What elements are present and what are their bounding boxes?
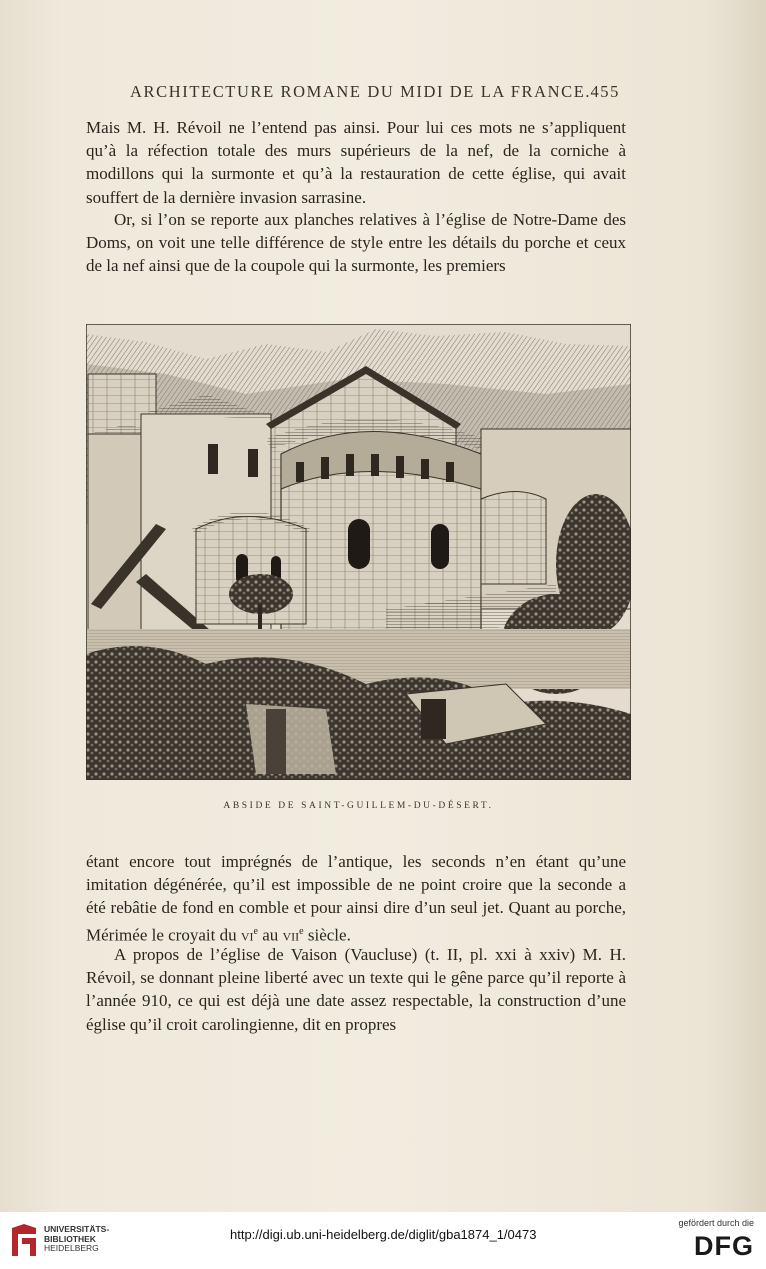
dfg-logo[interactable]: DFG bbox=[694, 1231, 754, 1261]
paragraph-1: Mais M. H. Révoil ne l’entend pas ainsi. Pour lui ces mots ne s’appliquent qu’à la réfection totale des murs supérieurs de la nef, de la corniche à modillons qui la surmonte et qu’à la restauration de cette église, qui avait souffert de la dernière invasion sarrasine. bbox=[86, 118, 626, 207]
paragraph-4: A propos de l’église de Vaison (Vaucluse) (t. II, pl. xxi à xxiv) M. H. Révoil, se donnant pleine liberté avec un texte qui le gêne parce qu’il reporte à l’année 910, ce qui est déjà une date assez respectable, la construction d’une église qu’il croit carolingienne, dit en propres bbox=[86, 945, 626, 1034]
running-head-title: ARCHITECTURE ROMANE DU MIDI DE LA FRANCE. bbox=[130, 82, 592, 101]
figure-caption: ABSIDE DE SAINT-GUILLEM-DU-DÉSERT. bbox=[223, 801, 494, 811]
university-logo-icon bbox=[10, 1222, 38, 1258]
document-url-link[interactable]: http://digi.ub.uni-heidelberg.de/diglit/gba1874_1/0473 bbox=[230, 1227, 537, 1242]
paragraph-2: Or, si l’on se reporte aux planches relatives à l’église de Notre-Dame des Doms, on voit une telle différence de style entre les détails du porche et ceux de la nef ainsi que de la coupole qui la surmonte, les premiers bbox=[86, 210, 626, 276]
funding-note: gefördert durch die bbox=[678, 1218, 754, 1228]
engraving-illustration bbox=[86, 324, 631, 780]
library-name[interactable]: UNIVERSITÄTS- BIBLIOTHEK HEIDELBERG bbox=[44, 1224, 110, 1253]
abbey-engraving bbox=[86, 324, 631, 780]
page-number: 455 bbox=[590, 82, 620, 101]
paragraph-3: étant encore tout imprégnés de l’antique, les seconds n’en étant qu’une imitation dégénérée, qu’il est impossible de ne point croire que la seconde a été rebâtie de fond en comble et pour ainsi dire d’un seul jet. Quant au porche, Mérimée le croyait du $vi^e$ au vii$^e$ siècle. bbox=[86, 852, 626, 945]
running-head bbox=[130, 82, 620, 106]
viewer-footer bbox=[0, 1212, 766, 1269]
